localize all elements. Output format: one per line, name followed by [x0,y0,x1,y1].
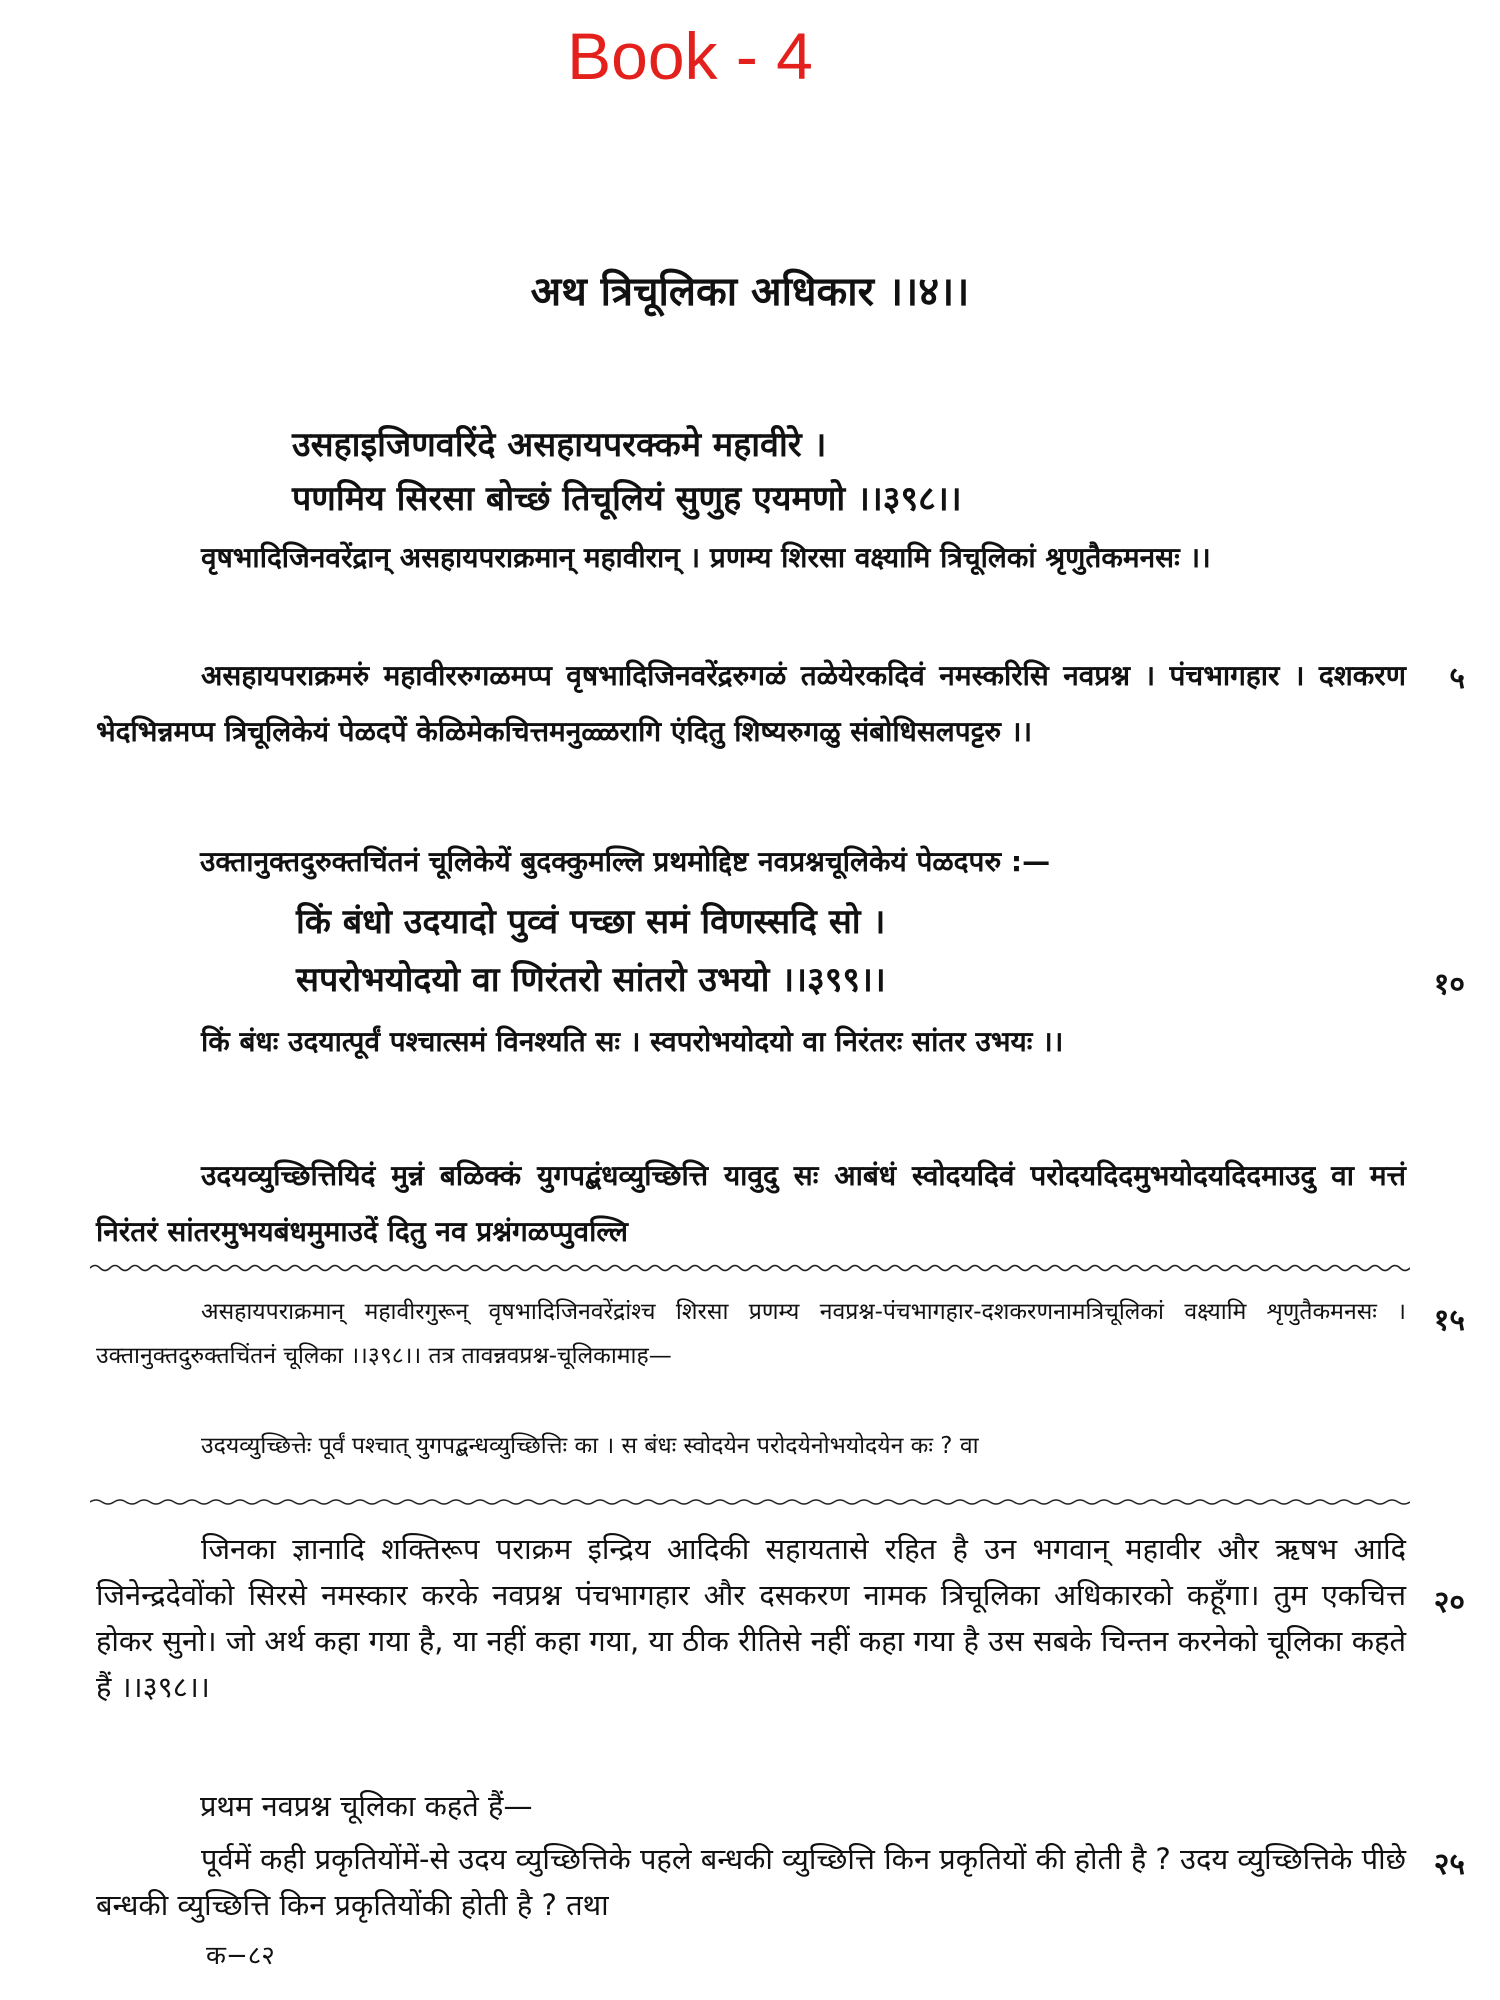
intro-399: उक्तानुक्तदुरुक्तचिंतनं चूलिकेयें बुदक्कुमल्लि प्रथमोद्दिष्ट नवप्रश्नचूलिकेयं पेळदपरु :— [200,845,1051,878]
wavy-divider-bottom [90,1497,1410,1507]
kannada-399: उदयव्युच्छित्तियिदं मुन्नं बळिक्कं युगपद्बंधव्युच्छित्ति यावुदु सः आबंधं स्वोदयदिवं परोदयदिदमुभयोदयदिदमाउदु वा मत्तं निरंतरं सांतरमुभयबंधमुमाउदें दितु नव प्रश्नंगळप्पुवल्लि [96,1159,1406,1248]
chhaya-398: वृषभादिजिनवरेंद्रान् असहायपराक्रमान् महावीरान् । प्रणम्य शिरसा वक्ष्यामि त्रिचूलिकां श्रृणुतैकमनसः ।। [201,541,1211,574]
kannada-398: असहायपराक्रमरुं महावीररुगळमप्प वृषभादिजिनवरेंद्ररुगळं तळेयेरकदिवं नमस्करिसि नवप्रश्न । पंचभागहार । दशकरण भेदभिन्नमप्प त्रिचूलिकेयं पेळदपें केळिमेकचित्तमनुळ्ळरागि एंदितु शिष्यरुगळु संबोधिसलपट्टरु ।। [96,659,1406,748]
margin-number-20: २० [1433,1585,1465,1620]
margin-number-25: २५ [1433,1847,1465,1882]
gatha-399-line-2: सपरोभयोदयो वा णिरंतरो सांतरो उभयो ।।३९९।। [296,960,886,1000]
commentary-para-1: असहायपराक्रमान् महावीरगुरून् वृषभादिजिनवरेंद्रांश्च शिरसा प्रणम्य नवप्रश्न-पंचभागहार-दशकरणनामत्रिचूलिकां वक्ष्यामि शृणुतैकमनसः । उक्तानुक्तदुरुक्तचिंतनं चूलिका ।।३९८।। तत्र तावन्नवप्रश्न-चूलिकामाह— [96,1299,1406,1369]
hindi-para-1: जिनका ज्ञानादि शक्तिरूप पराक्रम इन्द्रिय आदिकी सहायतासे रहित है उन भगवान् महावीर और ऋषभ आदि जिनेन्द्रदेवोंको सिरसे नमस्कार करके नवप्रश्न पंचभागहार और दसकरण नामक त्रिचूलिका अधिकारको कहूँगा। तुम एकचित्त होकर सुनो। जो अर्थ कहा गया है, या नहीं कहा गया, या ठीक रीतिसे नहीं कहा गया है उस सबके चिन्तन करनेको चूलिका कहते हैं ।।३९८।। [96,1532,1406,1704]
footer-signature: क−८२ [206,1941,275,1971]
wavy-divider-top [90,1263,1410,1273]
chhaya-399: किं बंधः उदयात्पूर्वं पश्चात्समं विनश्यति सः । स्वपरोभयोदयो वा निरंतरः सांतर उभयः ।। [201,1025,1064,1058]
hindi-para-2: प्रथम नवप्रश्न चूलिका कहते हैं— [200,1789,533,1823]
margin-number-10: १० [1433,967,1465,1002]
chapter-title: अथ त्रिचूलिका अधिकार ।।४।। [530,269,970,315]
gatha-399-line-1: किं बंधो उदयादो पुव्वं पच्छा समं विणस्सदि सो । [296,902,886,942]
margin-number-15: १५ [1433,1303,1465,1338]
gatha-398-line-1: उसहाइजिणवरिंदे असहायपरक्कमे महावीरे । [292,425,827,465]
commentary-para-2: उदयव्युच्छित्तेः पूर्वं पश्चात् युगपद्बन्धव्युच्छित्तिः का । स बंधः स्वोदयेन परोदयेनोभयोदयेन कः ? वा [201,1433,979,1459]
gatha-398-line-2: पणमिय सिरसा बोच्छं तिचूलियं सुणुह एयमणो ।।३९८।। [292,479,962,519]
margin-number-5: ५ [1449,661,1465,696]
hindi-para-3: पूर्वमें कही प्रकृतियोंमें-से उदय व्युच्छित्तिके पहले बन्धकी व्युच्छित्ति किन प्रकृतियों की होती है ? उदय व्युच्छित्तिके पीछे बन्धकी व्युच्छित्ति किन प्रकृतियोंकी होती है ? तथा [96,1842,1406,1922]
book-label: Book - 4 [567,19,813,93]
